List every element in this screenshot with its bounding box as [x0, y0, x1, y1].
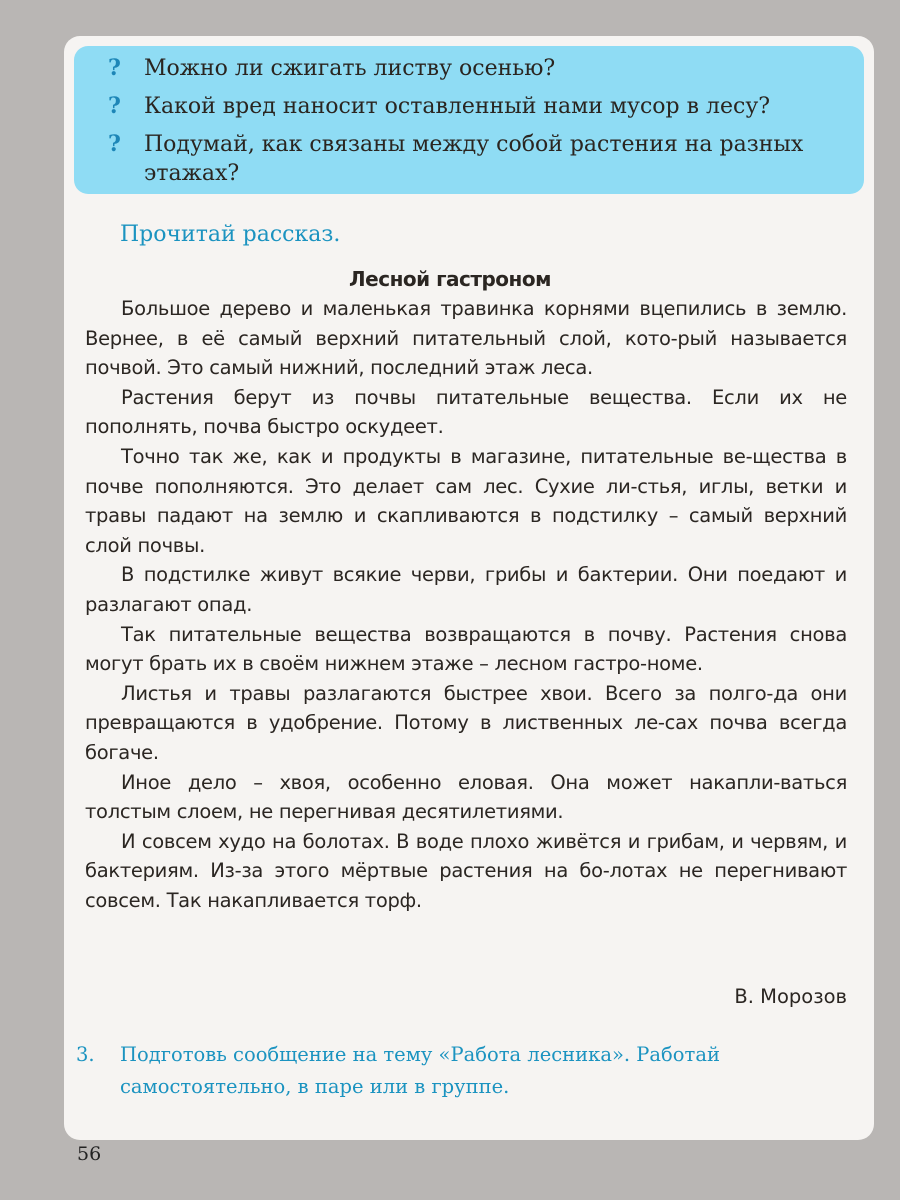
page-number: 56 [77, 1143, 102, 1165]
question-mark-icon: ? [108, 55, 121, 81]
questions-box [74, 46, 864, 194]
story-paragraph: Листья и травы разлагаются быстрее хвои. Всего за полго-да они превращаются в удобрение. Потому в лиственных ле-сах почва всегда богаче. [85, 681, 847, 764]
story-paragraph: Большое дерево и маленькая травинка корнями вцепились в землю. Вернее, в её самый верхний питательный слой, кото-рый называется почвой. Это самый нижний, последний этаж леса. [85, 297, 847, 380]
story-paragraph: В подстилке живут всякие черви, грибы и бактерии. Они поедают и разлагают опад. [85, 563, 847, 616]
question-mark-icon: ? [108, 93, 121, 119]
question-text: Какой вред наносит оставленный нами мусор в лесу? [144, 94, 771, 119]
story-paragraph: Растения берут из почвы питательные вещества. Если их не пополнять, почва быстро оскудеет. [85, 385, 847, 439]
story-paragraph: И совсем худо на болотах. В воде плохо живётся и грибам, и червям, и бактериям. Из-за этого мёртвые растения на бо-лотах не перегнивают совсем. Так накапливается торф. [85, 829, 847, 912]
story-paragraph: Точно так же, как и продукты в магазине, питательные ве-щества в почве пополняются. Это делает сам лес. Сухие ли-стья, иглы, ветки и травы падают на землю и скапливаются в подстилку – самый верхний слой почвы. [85, 444, 847, 557]
reading-instruction: Прочитай рассказ. [120, 222, 341, 247]
task-number: 3. [76, 1043, 95, 1066]
story-paragraph: Так питательные вещества возвращаются в почву. Растения снова могут брать их в своём нижнем этаже – лесном гастро-номе. [85, 622, 847, 676]
story-author: В. Морозов [734, 985, 847, 1008]
story-title: Лесной гастроном [349, 267, 551, 291]
story-paragraph: Иное дело – хвоя, особенно еловая. Она может накапли-ваться толстым слоем, не перегнивая десятилетиями. [85, 770, 847, 824]
task-text: Подготовь сообщение на тему «Работа лесника». Работай самостоятельно, в паре или в группе. [120, 1043, 720, 1098]
question-text: Можно ли сжигать листву осенью? [144, 56, 556, 81]
question-mark-icon: ? [108, 131, 121, 157]
story-text [85, 294, 847, 915]
question-text: Подумай, как связаны между собой растения на разных этажах? [144, 132, 804, 186]
